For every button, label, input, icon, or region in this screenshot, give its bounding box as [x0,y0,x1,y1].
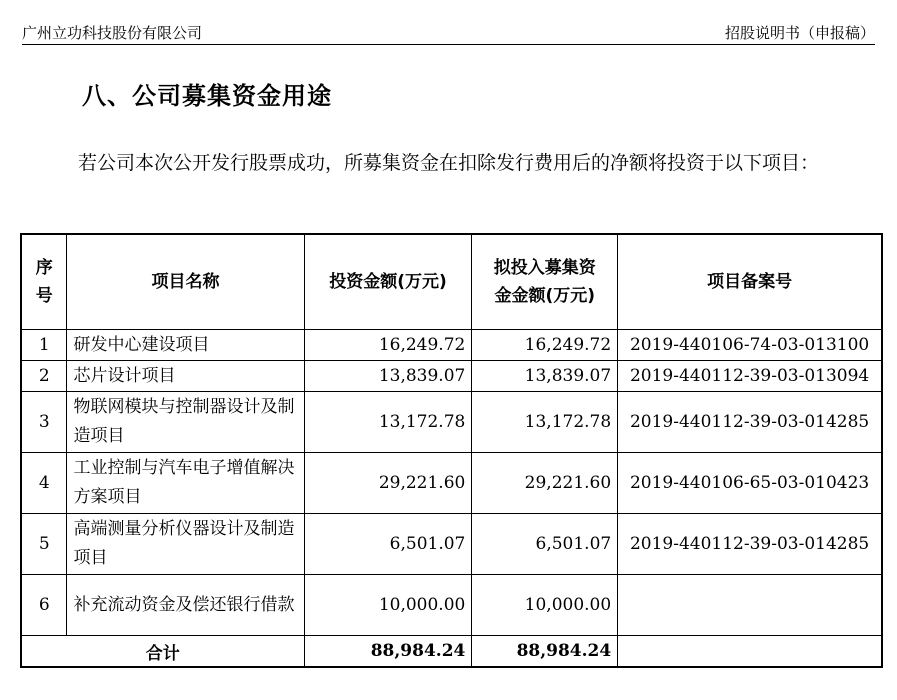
col-header-investment: 投资金额(万元) [304,234,472,330]
row-no: 4 [21,453,67,514]
table-header-row [21,234,882,330]
row-filing: 2019-440112-39-03-013094 [618,361,882,392]
company-name: 广州立功科技股份有限公司 [22,24,203,42]
col-header-name: 项目名称 [67,234,304,330]
row-filing: 2019-440112-39-03-014285 [618,392,882,453]
section-title: 八、公司募集资金用途 [82,82,332,110]
document-type: 招股说明书（申报稿） [724,24,875,42]
row-raised: 16,249.72 [472,330,618,361]
total-investment: 88,984.24 [304,636,472,668]
table-total-row [21,636,882,668]
fund-use-table [20,233,883,668]
row-name: 高端测量分析仪器设计及制造项目 [67,514,304,575]
row-no: 6 [21,575,67,636]
intro-paragraph [30,140,880,187]
row-no: 5 [21,514,67,575]
row-no: 2 [21,361,67,392]
row-name: 研发中心建设项目 [67,330,304,361]
row-raised: 13,172.78 [472,392,618,453]
col-header-filing: 项目备案号 [618,234,882,330]
row-investment: 6,501.07 [304,514,472,575]
row-investment: 29,221.60 [304,453,472,514]
row-filing: 2019-440106-74-03-013100 [618,330,882,361]
col-header-raised: 拟投入募集资金金额(万元) [472,234,618,330]
row-raised: 13,839.07 [472,361,618,392]
row-name: 补充流动资金及偿还银行借款 [67,575,304,636]
row-no: 3 [21,392,67,453]
row-raised: 6,501.07 [472,514,618,575]
table-row [21,453,882,514]
total-raised: 88,984.24 [472,636,618,668]
row-investment: 13,172.78 [304,392,472,453]
row-no: 1 [21,330,67,361]
col-header-no [21,234,67,330]
total-filing [618,636,882,668]
row-filing: 2019-440106-65-03-010423 [618,453,882,514]
row-name: 物联网模块与控制器设计及制造项目 [67,392,304,453]
row-investment: 13,839.07 [304,361,472,392]
table-row [21,361,882,392]
row-name: 芯片设计项目 [67,361,304,392]
col-header-no-text: 序号 [35,258,53,306]
row-filing: 2019-440112-39-03-014285 [618,514,882,575]
row-name: 工业控制与汽车电子增值解决方案项目 [67,453,304,514]
table-row [21,514,882,575]
table-row [21,392,882,453]
total-label: 合计 [21,636,304,668]
table-row [21,575,882,636]
table-row [21,330,882,361]
intro-paragraph-text: 若公司本次公开发行股票成功，所募集资金在扣除发行费用后的净额将投资于以下项目： [78,152,820,174]
row-raised: 10,000.00 [472,575,618,636]
row-filing [618,575,882,636]
row-investment: 10,000.00 [304,575,472,636]
page-header [22,18,875,45]
row-raised: 29,221.60 [472,453,618,514]
row-investment: 16,249.72 [304,330,472,361]
